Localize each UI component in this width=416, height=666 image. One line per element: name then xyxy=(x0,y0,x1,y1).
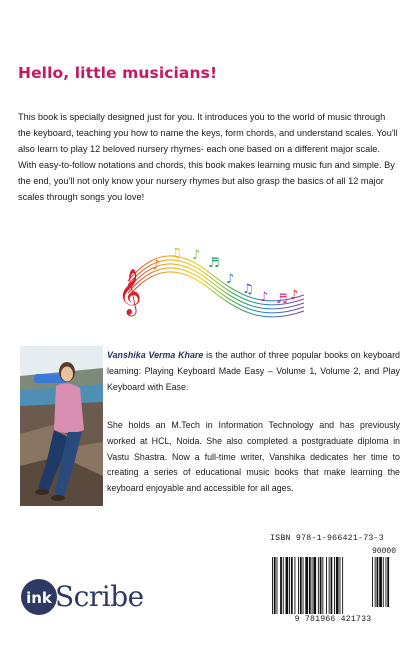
heading: Hello, little musicians! xyxy=(18,64,218,82)
author-photo xyxy=(20,346,103,506)
barcode-addon: 90000 xyxy=(372,547,397,556)
music-note-icon: ♪ xyxy=(290,288,299,303)
barcode-number: 9 781966 421733 xyxy=(294,615,372,624)
music-note-icon: ♪ xyxy=(260,290,269,305)
treble-clef-icon: 𝄞 xyxy=(118,269,142,315)
music-note-icon: ♪ xyxy=(152,258,161,273)
music-note-icon: ♪ xyxy=(192,248,201,263)
music-note-icon: ♫ xyxy=(170,246,182,261)
isbn-barcode xyxy=(270,534,396,628)
isbn-label: ISBN 978-1-966421-73-3 xyxy=(270,534,384,543)
logo-mark: ink xyxy=(26,589,52,607)
intro-paragraph: This book is specially designed just for you. It introduces you to the world of music through the keyboard, teaching you how to name the keys, form chords, and understand scales. You'll also learn to play 12 beloved nursery rhymes- each one based on a different major scale. With easy-to-follow notations and chords, this book makes learning music fun and simple. By the end, you'll not only know your nursery rhymes but also grasp the basics of all 12 major scales through songs you love! xyxy=(18,112,398,202)
author-name: Vanshika Verma Khare xyxy=(107,350,204,360)
music-note-icon: ♬ xyxy=(208,256,220,271)
author-bio: She holds an M.Tech in Information Technology and has previously worked at HCL, Noida. She also completed a postgraduate diploma in Vastu Shastra. Now a full-time writer, Vanshika dedicates her time to creating a series of educational music books that make learning the keyboard enjoyable and accessible for all ages. xyxy=(107,420,400,494)
music-note-icon: ♬ xyxy=(276,292,288,307)
author-intro-text: is the author of three popular books on keyboard learning: Playing Keyboard Made Easy – Volume 1, Volume 2, and Play Keyboard with Ease. xyxy=(107,350,400,392)
music-notes-illustration xyxy=(114,243,310,319)
music-note-icon: ♫ xyxy=(242,282,254,297)
author-intro xyxy=(107,348,400,395)
barcode-bars-icon xyxy=(270,557,396,614)
logo-text: Scribe xyxy=(55,580,144,613)
music-note-icon: ♪ xyxy=(226,272,235,287)
